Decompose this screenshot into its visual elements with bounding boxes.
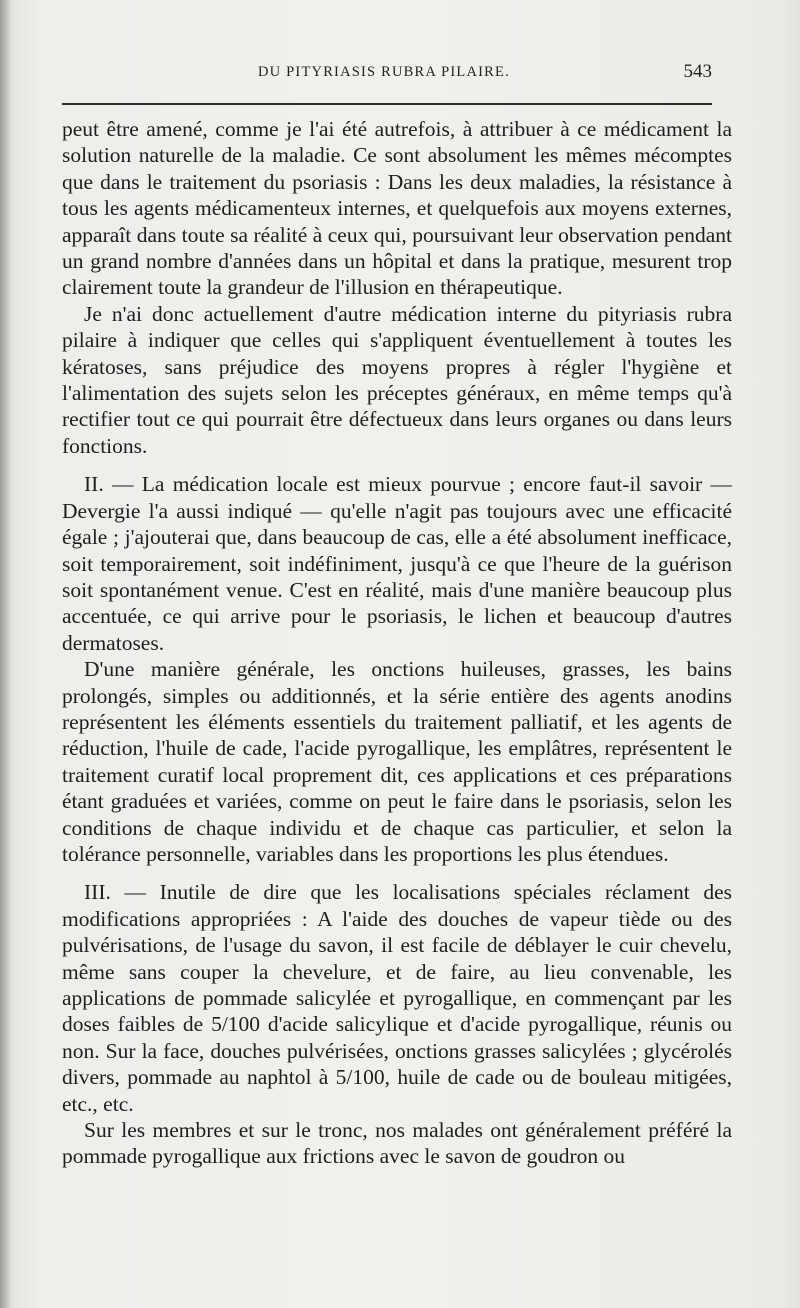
running-title: DU PITYRIASIS RUBRA PILAIRE. bbox=[258, 64, 510, 80]
binding-edge bbox=[0, 0, 10, 1308]
paragraph-maniere-generale: D'une manière générale, les onctions huileuses, grasses, les bains prolongés, simples ou additionnés, et la série entière des agents anodins représentent les éléments essentiels du traitement palliatif, et les agents de réduction, l'huile de cade, l'acide pyrogallique, les emplâtres, représentent le traitement curatif local proprement dit, ces applications et ces préparations étant graduées et variées, comme on peut le faire dans le psoriasis, selon les conditions de chaque individu et de chaque cas particulier, et selon la tolérance personnelle, variables dans les proportions les plus étendues. bbox=[62, 657, 732, 866]
header-rule bbox=[62, 103, 712, 105]
paragraph-section-ii: II. — La médication locale est mieux pourvue ; encore faut-il savoir — Devergie l'a aussi indiqué — qu'elle n'agit pas toujours avec une efficacité égale ; j'ajouterai que, dans beaucoup de cas, elle a été absolument inefficace, soit temporairement, soit indéfiniment, jusqu'à ce que l'heure de la guérison soit spontanément venue. C'est en réalité, mais d'une manière beaucoup plus accentuée, ce qui arrive pour le psoriasis, le lichen et beaucoup d'autres dermatoses. bbox=[62, 472, 732, 655]
paragraph-continuation: peut être amené, comme je l'ai été autrefois, à attribuer à ce médicament la solution naturelle de la maladie. Ce sont absolument les mêmes mécomptes que dans le traitement du psoriasis : Dans les deux maladies, la résistance à tous les agents médicamenteux internes, et quelquefois aux moyens externes, apparaît dans toute sa réalité à ceux qui, poursuivant leur observation pendant un grand nombre d'années dans un hôpital et dans la pratique, mesurent trop clairement toute la grandeur de l'illusion en thérapeutique. bbox=[62, 117, 732, 300]
paragraph-medication-interne: Je n'ai donc actuellement d'autre médication interne du pityriasis rubra pilaire à indiquer que celles qui s'appliquent éventuellement à toutes les kératoses, sans préjudice des moyens propres à régler l'hygiène et l'alimentation des sujets selon les préceptes généraux, en même temps qu'à rectifier tout ce qui pourrait être défectueux dans leurs organes ou dans leurs fonctions. bbox=[62, 301, 732, 458]
body-text bbox=[62, 116, 732, 1170]
paragraph-section-iii: III. — Inutile de dire que les localisations spéciales réclament des modifications appropriées : A l'aide des douches de vapeur tiède ou des pulvérisations, de l'usage du savon, il est facile de déblayer le cuir chevelu, même sans couper la chevelure, et de faire, au lieu convenable, les applications de pommade salicylée et pyrogallique, en commençant par les doses faibles de 5/100 d'acide salicylique et d'acide pyrogallique, réunis ou non. Sur la face, douches pulvérisées, onctions grasses salicylées ; glycérolés divers, pommade au naphtol à 5/100, huile de cade ou de bouleau mitigées, etc., etc. bbox=[62, 880, 732, 1116]
paragraph-membres-tronc: Sur les membres et sur le tronc, nos malades ont généralement préféré la pommade pyrogallique aux frictions avec le savon de goudron ou bbox=[62, 1118, 732, 1169]
page-number: 543 bbox=[683, 61, 712, 82]
page-header bbox=[62, 61, 712, 88]
